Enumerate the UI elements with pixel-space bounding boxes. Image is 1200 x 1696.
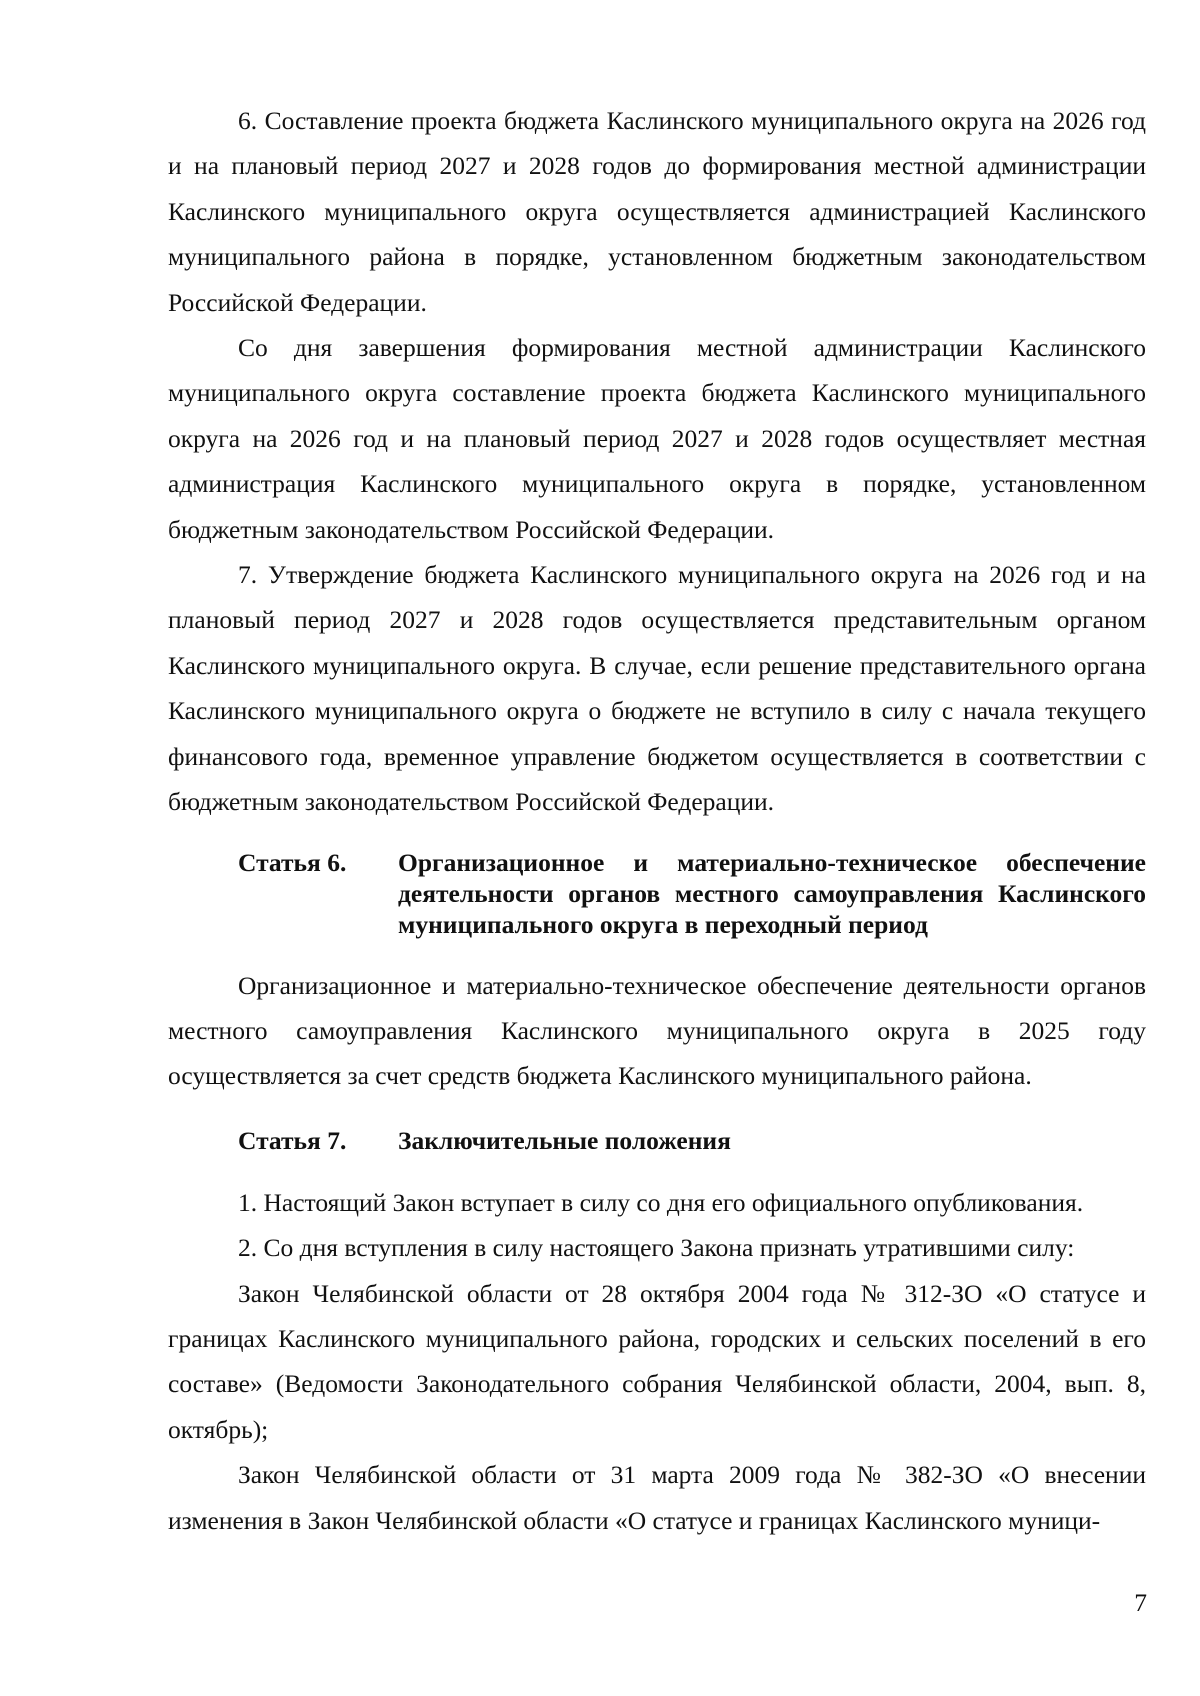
article-title: Организационное и материально-техническое обеспечение деятельности органов местного самоуправления Каслинского муниципального округа в переходный период [398,847,1146,939]
paragraph: Со дня завершения формирования местной администрации Каслинского муниципального округа составление проекта бюджета Каслинского муниципального округа на 2026 год и на плановый период 2027 и 2028 годов осуществляет местная администрация Каслинского муниципального округа в порядке, установленном бюджетным законодательством Российской Федерации. [168,333,1146,544]
paragraph: Организационное и материально-техническое обеспечение деятельности органов местного самоуправления Каслинского муниципального округа в 2025 году осуществляется за счет средств бюджета Каслинского муниципального района. [168,970,1146,1091]
article-title: Заключительные положения [398,1125,731,1155]
document-page [168,98,1146,1543]
page-number: 7 [1134,1588,1147,1617]
article-6-heading [168,847,1146,940]
article-number: Статья 6. [238,847,347,877]
paragraph: Закон Челябинской области от 31 марта 2009 года № 382-ЗО «О внесении изменения в Закон Челябинской области «О статусе и границах Каслинского муници- [168,1460,1146,1535]
paragraph: 6. Составление проекта бюджета Каслинского муниципального округа на 2026 год и на плановый период 2027 и 2028 годов до формирования местной администрации Каслинского муниципального округа осуществляется администрацией Каслинского муниципального района в порядке, установленном бюджетным законодательством Российской Федерации. [168,106,1146,317]
paragraph: Закон Челябинской области от 28 октября 2004 года № 312-ЗО «О статусе и границах Каслинского муниципального района, городских и сельских поселений в его составе» (Ведомости Законодательного собрания Челябинской области, 2004, вып. 8, октябрь); [168,1278,1146,1444]
paragraph: 2. Со дня вступления в силу настоящего Закона признать утратившими силу: [238,1233,1075,1263]
paragraph: 7. Утверждение бюджета Каслинского муниципального округа на 2026 год и на плановый период 2027 и 2028 годов осуществляется представительным органом Каслинского муниципального округа. В случае, если решение представительного органа Каслинского муниципального округа о бюджете не вступило в силу с начала текущего финансового года, временное управление бюджетом осуществляется в соответствии с бюджетным законодательством Российской Федерации. [168,560,1146,817]
article-number: Статья 7. [238,1125,347,1155]
paragraph: 1. Настоящий Закон вступает в силу со дня его официального опубликования. [238,1187,1084,1217]
article-7-heading [168,1125,1146,1156]
